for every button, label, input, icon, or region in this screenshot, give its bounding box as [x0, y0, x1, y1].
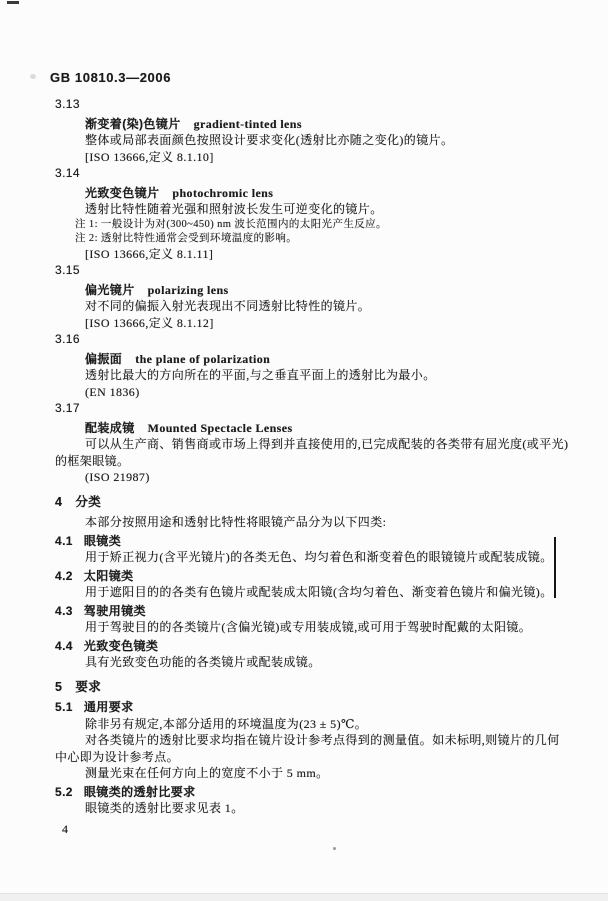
standard-code: GB 10810.3—2006: [50, 70, 172, 85]
reference-line: (ISO 21987): [85, 470, 150, 484]
paragraph: 用于矫正视力(含平光镜片)的各类无色、均匀着色和渐变着色的眼镜镜片或配装成镜。: [85, 550, 553, 564]
heading-title: 驾驶用镜类: [83, 603, 146, 618]
term-chinese: 偏振面: [85, 351, 123, 366]
clause-number: 3.13: [55, 97, 80, 111]
scan-artifact-smudge: [30, 74, 36, 79]
heading-number: 5.2: [55, 784, 73, 799]
heading-title: 要求: [75, 679, 102, 694]
paragraph: 除非另有规定,本部分适用的环境温度为(23 ± 5)℃。: [85, 716, 368, 731]
paragraph: 用于驾驶目的的各类镜片(含偏光镜)或专用装成镜,或可用于驾驶时配戴的太阳镜。: [85, 620, 532, 634]
heading-title: 通用要求: [83, 700, 134, 714]
term-english: the plane of polarization: [135, 351, 271, 366]
term-chinese: 配装成镜: [85, 420, 135, 435]
heading-number: 5.1: [55, 700, 73, 714]
clause-number: 3.17: [55, 401, 80, 415]
heading-number: 4.1: [55, 533, 73, 548]
chapter-heading: [55, 679, 571, 696]
subclause-heading: [55, 784, 571, 801]
term-english: gradient-tinted lens: [193, 116, 302, 131]
page-number: 4: [62, 822, 68, 836]
paragraph: 具有光致变色功能的各类镜片或配装成镜。: [85, 655, 321, 669]
reference-line: (EN 1836): [85, 384, 140, 399]
term-line: [55, 282, 571, 299]
term-english: polarizing lens: [147, 282, 229, 297]
term-english: photochromic lens: [172, 185, 274, 200]
paragraph: 测量光束在任何方向上的宽度不小于 5 mm。: [85, 766, 329, 780]
scan-artifact-dot: [333, 847, 336, 850]
term-chinese: 偏光镜片: [85, 282, 135, 297]
clause-number: 3.14: [55, 166, 80, 180]
chapter-heading: [55, 494, 571, 511]
paragraph: 透射比最大的方向所在的平面,与之垂直平面上的透射比为最小。: [85, 368, 436, 382]
paragraph: 对不同的偏振入射光表现出不同透射比特性的镜片。: [85, 299, 371, 313]
term-line: [55, 116, 571, 133]
paragraph: 用于遮阳目的的各类有色镜片或配装成太阳镜(含均匀着色、渐变着色镜片和偏光镜)。: [85, 585, 553, 599]
reference-line: [ISO 13666,定义 8.1.10]: [85, 149, 214, 164]
note-line: 注 1: 一般设计为对(300~450) nm 波长范围内的太阳光产生反应。: [75, 218, 387, 230]
heading-number: 4: [55, 494, 63, 509]
paragraph: 透射比特性随着光强和照射波长发生可逆变化的镜片。: [85, 202, 383, 216]
paragraph: 对各类镜片的透射比要求均指在镜片设计参考点得到的测量值。如未标明,则镜片的几何中心即为设计参考点。: [55, 733, 560, 764]
paragraph: 眼镜类的透射比要求见表 1。: [85, 801, 244, 815]
paragraph: 本部分按照用途和透射比特性将眼镜产品分为以下四类:: [85, 515, 387, 529]
term-chinese: 光致变色镜片: [85, 185, 160, 200]
note-line: 注 2: 透射比特性通常会受到环境温度的影响。: [75, 232, 298, 244]
subclause-heading: [55, 533, 571, 550]
subclause-heading: [55, 638, 571, 655]
term-chinese: 渐变着(染)色镜片: [85, 116, 181, 131]
heading-number: 4.3: [55, 603, 73, 618]
heading-number: 5: [55, 679, 63, 694]
heading-title: 分类: [75, 494, 102, 509]
term-line: [55, 420, 571, 437]
document-content: [55, 96, 571, 817]
heading-title: 光致变色镜类: [83, 638, 159, 653]
term-english: Mounted Spectacle Lenses: [147, 420, 293, 435]
reference-line: [ISO 13666,定义 8.1.11]: [85, 246, 214, 261]
heading-title: 眼镜类的透射比要求: [83, 784, 196, 799]
heading-title: 眼镜类: [83, 533, 122, 548]
subclause-heading: [55, 603, 571, 620]
heading-number: 4.4: [55, 638, 73, 653]
paragraph: 整体或局部表面颜色按照设计要求变化(透射比亦随之变化)的镜片。: [85, 133, 454, 147]
term-line: [55, 351, 571, 368]
subclause-heading: [55, 699, 571, 716]
scan-artifact-vertical-line: [554, 537, 556, 598]
heading-title: 太阳镜类: [83, 568, 134, 583]
term-line: [55, 185, 571, 202]
scan-artifact-top-mark: [7, 1, 19, 4]
clause-number: 3.15: [55, 263, 80, 277]
clause-number: 3.16: [55, 332, 80, 346]
paragraph: 可以从生产商、销售商或市场上得到并直接使用的,已完成配装的各类带有屈光度(或平光)的框架眼镜。: [55, 437, 569, 468]
subclause-heading: [55, 568, 571, 585]
heading-number: 4.2: [55, 568, 73, 583]
reference-line: [ISO 13666,定义 8.1.12]: [85, 315, 214, 330]
